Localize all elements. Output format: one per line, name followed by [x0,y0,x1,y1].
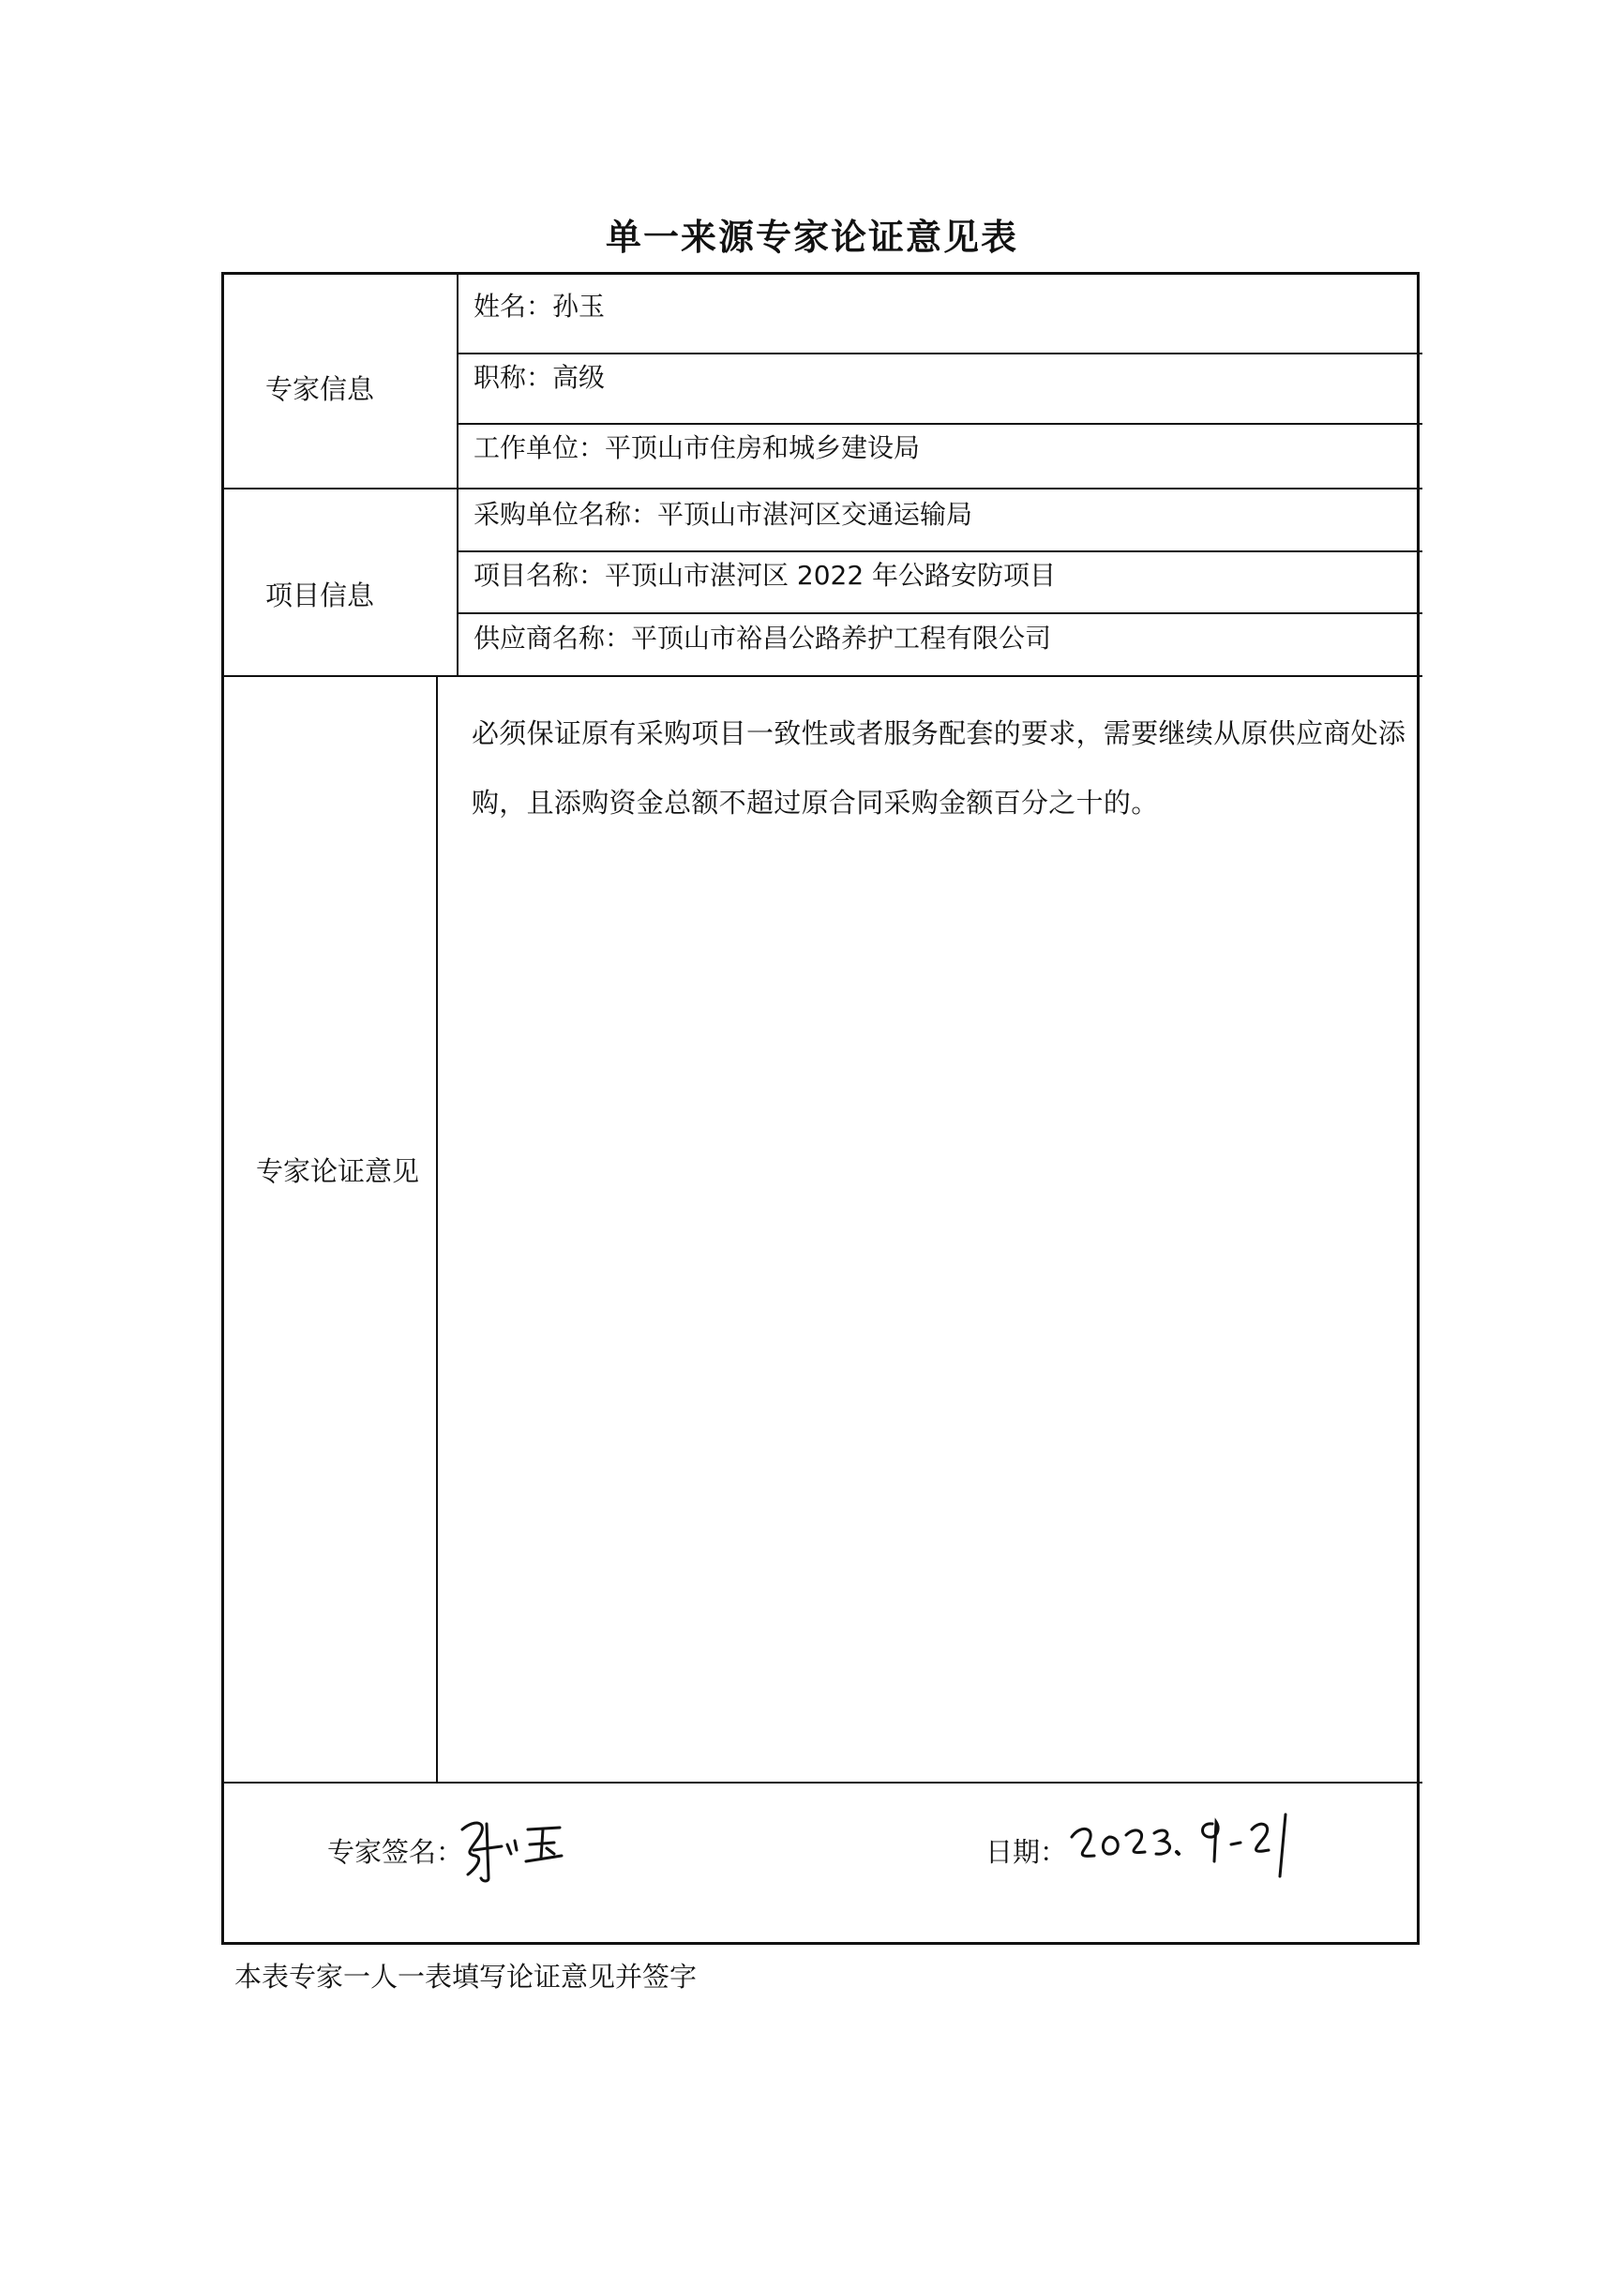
signer-label: 专家签名： [327,1836,464,1868]
column-divider-top [457,275,459,675]
opinion-label: 专家论证意见 [256,1155,420,1187]
opinion-form-table [221,272,1420,1945]
project-info-label: 项目信息 [265,580,375,611]
footnote-instruction: 本表专家一人一表填写论证意见并签字 [234,1961,698,1993]
section-divider [224,1782,1422,1784]
purchaser-field: 采购单位名称：平顶山市湛河区交通运输局 [474,499,973,530]
expert-name-field: 姓名：孙玉 [474,291,606,322]
section-divider [224,675,1422,677]
row-divider [457,612,1422,614]
date-label: 日期： [985,1836,1068,1868]
column-divider-bottom [436,675,438,1782]
section-divider [224,488,1422,489]
row-divider [457,423,1422,425]
expert-title-field: 职称：高级 [474,362,606,393]
handwritten-date [1068,1796,1312,1889]
expert-info-label: 专家信息 [265,373,375,405]
supplier-field: 供应商名称：平顶山市裕昌公路养护工程有限公司 [474,623,1052,654]
handwritten-signature [455,1813,586,1888]
form-title: 单一来源专家论证意见表 [605,217,1018,258]
opinion-text: 必须保证原有采购项目一致性或者服务配套的要求，需要继续从原供应商处添购，且添购资金总额不超过原合同采购金额百分之十的。 [472,717,1406,819]
expert-employer-field: 工作单位：平顶山市住房和城乡建设局 [474,432,921,463]
row-divider [457,353,1422,354]
row-divider [457,550,1422,552]
project-name-field: 项目名称：平顶山市湛河区 2022 年公路安防项目 [474,560,1057,591]
